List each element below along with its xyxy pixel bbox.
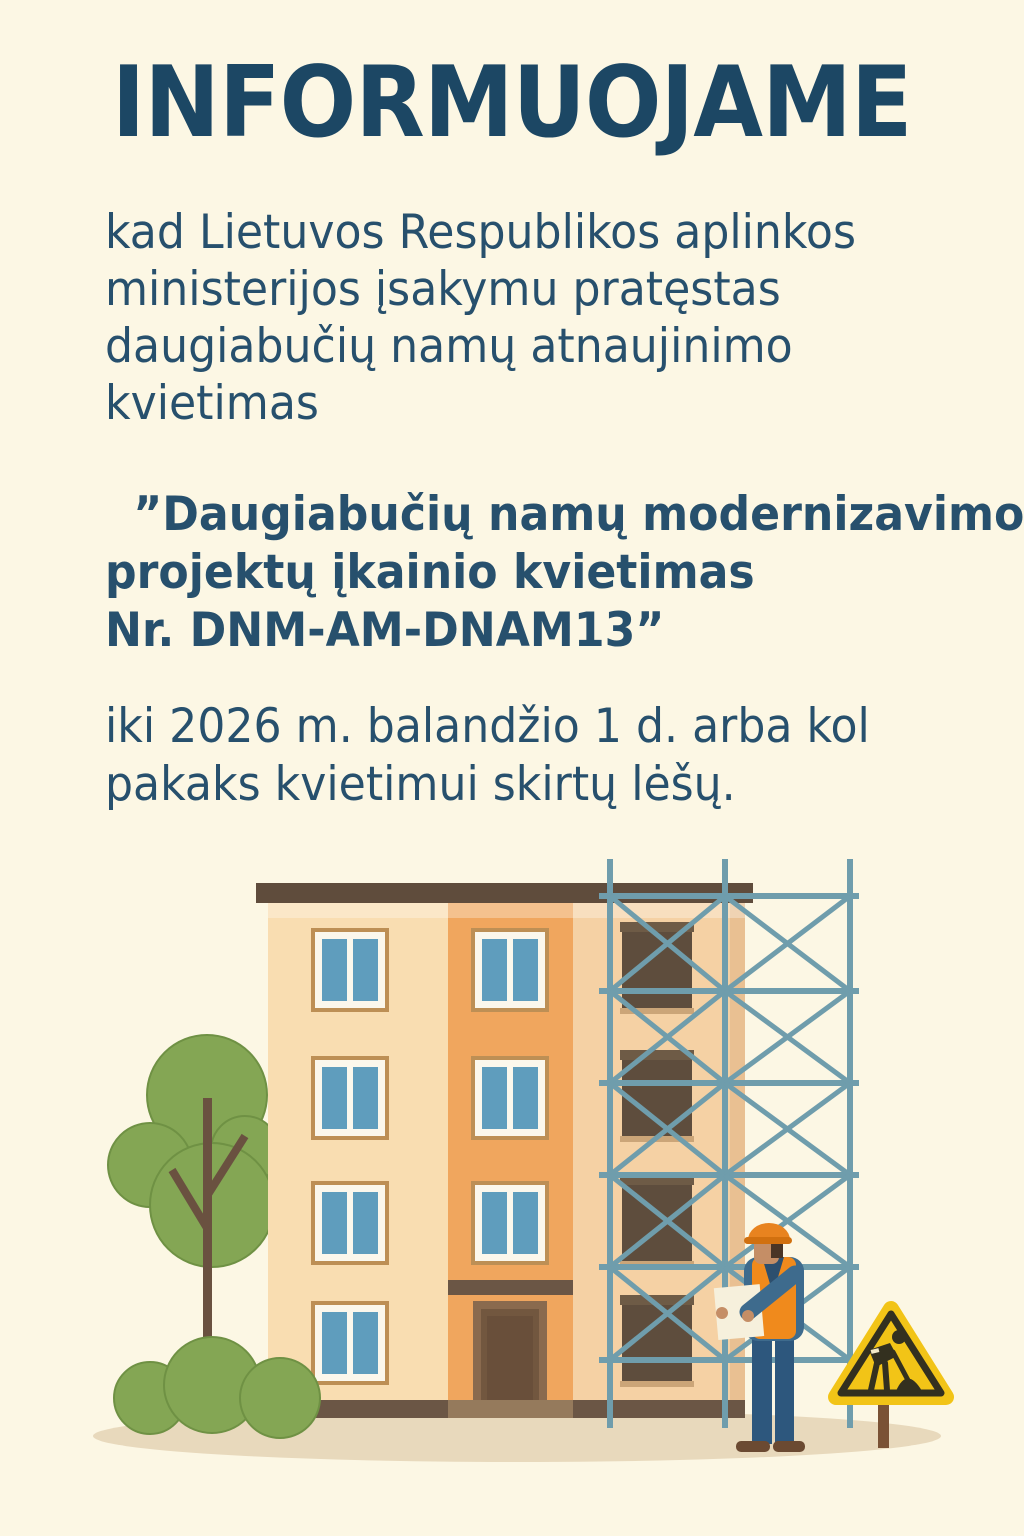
worker-shoe — [736, 1441, 770, 1452]
window — [311, 928, 389, 1012]
apartment-building — [256, 883, 753, 1418]
window — [311, 1301, 389, 1385]
intro-line-1: kad Lietuvos Respublikos aplinkos — [105, 205, 856, 260]
window — [311, 1056, 389, 1140]
page-title-text: INFORMUOJAME — [112, 46, 912, 160]
deadline-line-2: pakaks kvietimui skirtų lėšų. — [105, 757, 736, 812]
intro-line-4: kvietimas — [105, 376, 319, 431]
window — [471, 928, 549, 1012]
call-name-line-2: projektų įkainio kvietimas — [105, 545, 755, 600]
worker-pants — [752, 1336, 772, 1444]
deadline-line-1: iki 2026 m. balandžio 1 d. arba kol — [105, 699, 870, 754]
intro-line-3: daugiabučių namų atnaujinimo — [105, 319, 793, 374]
door-lintel — [448, 1280, 573, 1295]
window — [471, 1181, 549, 1265]
intro-line-2: ministerijos įsakymu pratęstas — [105, 262, 781, 317]
window — [311, 1181, 389, 1265]
call-name-line-1: ”Daugiabučių namų modernizavimo — [133, 487, 1024, 542]
sign-post — [878, 1398, 889, 1448]
call-number-line: Nr. DNM-AM-DNAM13” — [105, 603, 665, 658]
door-step — [448, 1400, 573, 1418]
window — [471, 1056, 549, 1140]
tree-trunk — [203, 1098, 212, 1374]
tree — [108, 1035, 279, 1374]
entrance-door — [473, 1301, 547, 1402]
